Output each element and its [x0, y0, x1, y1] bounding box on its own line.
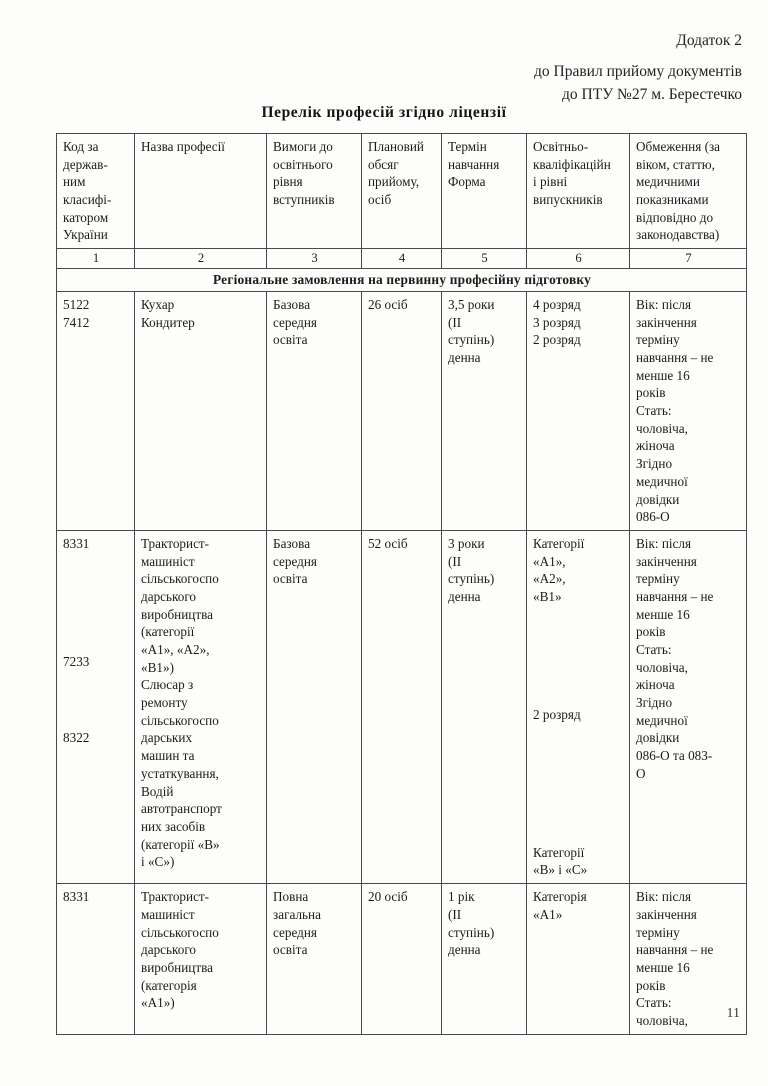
appendix-reference-line-1: до Правил прийому документів — [534, 63, 742, 81]
column-number-4: 4 — [362, 249, 442, 269]
column-header-restrictions: Обмеження (за віком, статтю, медичними показниками відповідно до законодавства) — [630, 134, 747, 249]
cell-education-requirements: Базова середня освіта — [267, 530, 362, 883]
cell-planned-volume: 20 осіб — [362, 884, 442, 1035]
column-header-duration: Термін навчання Форма — [442, 134, 527, 249]
column-header-education-requirements: Вимоги до освітнього рівня вступників — [267, 134, 362, 249]
table-row — [57, 291, 747, 530]
cell-profession: Кухар Кондитер — [135, 291, 267, 530]
column-number-5: 5 — [442, 249, 527, 269]
table-body — [57, 269, 747, 1035]
licence-table-container — [56, 133, 746, 1035]
column-number-2: 2 — [135, 249, 267, 269]
table-header-row — [57, 134, 747, 249]
page-title: Перелік професій згідно ліцензії — [261, 104, 507, 121]
cell-planned-volume: 26 осіб — [362, 291, 442, 530]
column-header-code: Код за держав- ним класифі- катором України — [57, 134, 135, 249]
qualification-spacer — [533, 606, 624, 706]
cell-education-requirements: Повна загальна середня освіта — [267, 884, 362, 1035]
cell-duration: 3 роки (II ступінь) денна — [442, 530, 527, 883]
cell-qualification-level: Категорії «А1», «А2», «В1» 2 розряд Категорії «В» і «С» — [527, 530, 630, 883]
table-header — [57, 134, 747, 269]
column-header-qualification-level: Освітньо- кваліфікаційн і рівні випускників — [527, 134, 630, 249]
cell-code: 5122 7412 — [57, 291, 135, 530]
cell-code: 8331 7233 8322 — [57, 530, 135, 883]
cell-restrictions: Вік: після закінчення терміну навчання – не менше 16 років Стать: чоловіча, — [630, 884, 747, 1035]
code-spacer — [63, 553, 129, 653]
cell-planned-volume: 52 осіб — [362, 530, 442, 883]
cell-restrictions: Вік: після закінчення терміну навчання – не менше 16 років Стать: чоловіча, жіноча Згідно медичної довідки 086-О та 083- О — [630, 530, 747, 883]
cell-duration: 1 рік (II ступінь) денна — [442, 884, 527, 1035]
column-number-3: 3 — [267, 249, 362, 269]
page-number: 11 — [726, 1006, 740, 1021]
section-banner-row — [57, 269, 747, 292]
column-number-7: 7 — [630, 249, 747, 269]
appendix-number: Додаток 2 — [676, 32, 742, 49]
cell-profession: Тракторист- машиніст сільськогоспо дарського виробництва (категорії «А1», «А2», «В1») Слюсар з ремонту сільськогоспо дарських машин та устаткування, Водій автотранспорт них засобів (категорії «В» і «С») — [135, 530, 267, 883]
column-number-6: 6 — [527, 249, 630, 269]
cell-qualification-level: Категорія «А1» — [527, 884, 630, 1035]
table-row — [57, 884, 747, 1035]
table-column-numbers-row — [57, 249, 747, 269]
cell-duration: 3,5 роки (II ступінь) денна — [442, 291, 527, 530]
table-row — [57, 530, 747, 883]
cell-code: 8331 — [57, 884, 135, 1035]
cell-restrictions: Вік: після закінчення терміну навчання – не менше 16 років Стать: чоловіча, жіноча Згідно медичної довідки 086-О — [630, 291, 747, 530]
cell-qualification-level: 4 розряд 3 розряд 2 розряд — [527, 291, 630, 530]
column-header-planned-volume: Плановий обсяг прийому, осіб — [362, 134, 442, 249]
licence-table — [56, 133, 747, 1035]
cell-education-requirements: Базова середня освіта — [267, 291, 362, 530]
qualification-spacer — [533, 724, 624, 844]
code-spacer — [63, 671, 129, 729]
cell-profession: Тракторист- машиніст сільськогоспо дарського виробництва (категорія «А1») — [135, 884, 267, 1035]
column-header-profession: Назва професії — [135, 134, 267, 249]
column-number-1: 1 — [57, 249, 135, 269]
section-banner-label: Регіональне замовлення на первинну професійну підготовку — [57, 269, 747, 292]
document-header-block — [534, 30, 742, 106]
appendix-reference-line-2: до ПТУ №27 м. Берестечко — [562, 85, 742, 103]
